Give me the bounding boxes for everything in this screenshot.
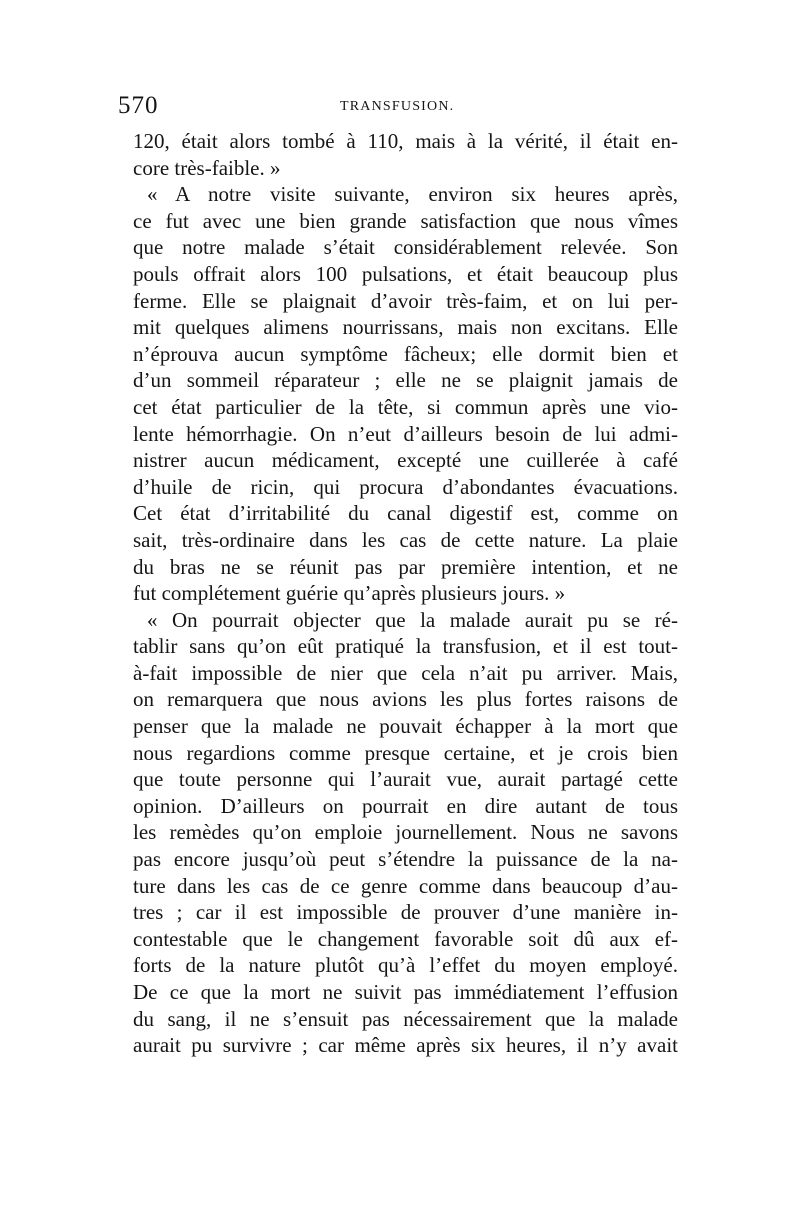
running-title: TRANSFUSION. [340, 99, 455, 114]
text-line: nistrer aucun médicament, excepté une cuillerée à café [133, 448, 678, 473]
text-line: du bras ne se réunit pas par première intention, et ne [133, 554, 678, 579]
page-number: 570 [118, 92, 159, 119]
body-text [133, 128, 678, 1059]
text-line: pas encore jusqu’où peut s’étendre la puissance de la na- [133, 847, 678, 872]
text-line: tres ; car il est impossible de prouver d’une manière in- [133, 900, 678, 925]
text-line: on remarquera que nous avions les plus fortes raisons de [133, 687, 678, 712]
text-line: « On pourrait objecter que la malade aurait pu se ré- [147, 607, 678, 632]
page-header [118, 92, 688, 120]
text-line: nous regardions comme presque certaine, et je crois bien [133, 740, 678, 765]
text-line: les remèdes qu’on emploie journellement. Nous ne savons [133, 820, 678, 845]
text-line: ferme. Elle se plaignait d’avoir très-faim, et on lui per- [133, 288, 678, 313]
text-line: aurait pu survivre ; car même après six heures, il n’y avait [133, 1033, 678, 1058]
text-line: lente hémorrhagie. On n’eut d’ailleurs besoin de lui admi- [133, 421, 678, 446]
text-line: opinion. D’ailleurs on pourrait en dire autant de tous [133, 793, 678, 818]
text-line: ce fut avec une bien grande satisfaction que nous vîmes [133, 208, 678, 233]
text-line: forts de la nature plutôt qu’à l’effet du moyen employé. [133, 953, 678, 978]
text-line: n’éprouva aucun symptôme fâcheux; elle dormit bien et [133, 341, 678, 366]
text-line: mit quelques alimens nourrissans, mais non excitans. Elle [133, 315, 678, 340]
text-line: ture dans les cas de ce genre comme dans beaucoup d’au- [133, 873, 678, 898]
text-line: que notre malade s’était considérablement relevée. Son [133, 235, 678, 260]
text-line: penser que la malade ne pouvait échapper à la mort que [133, 714, 678, 739]
text-line: fut complétement guérie qu’après plusieurs jours. » [133, 581, 566, 606]
text-line: 120, était alors tombé à 110, mais à la vérité, il était en- [133, 129, 678, 153]
text-line: que toute personne qui l’aurait vue, aurait partagé cette [133, 767, 678, 792]
text-line: sait, très-ordinaire dans les cas de cette nature. La plaie [133, 527, 678, 552]
text-line: De ce que la mort ne suivit pas immédiatement l’effusion [133, 980, 678, 1004]
text-line: contestable que le changement favorable soit dû aux ef- [133, 926, 678, 951]
text-line: core très-faible. » [133, 155, 281, 180]
text-line: d’huile de ricin, qui procura d’abondantes évacuations. [133, 474, 678, 499]
text-line: tablir sans qu’on eût pratiqué la transfusion, et il est tout- [133, 634, 678, 659]
text-line: pouls offrait alors 100 pulsations, et était beaucoup plus [133, 261, 678, 286]
text-line: du sang, il ne s’ensuit pas nécessairement que la malade [133, 1006, 678, 1031]
text-line: Cet état d’irritabilité du canal digestif est, comme on [133, 501, 678, 526]
text-line: cet état particulier de la tête, si commun après une vio- [133, 394, 678, 419]
text-line: d’un sommeil réparateur ; elle ne se plaignit jamais de [133, 368, 678, 393]
text-line: à-fait impossible de nier que cela n’ait pu arriver. Mais, [133, 660, 678, 685]
text-line: « A notre visite suivante, environ six heures après, [147, 182, 678, 207]
